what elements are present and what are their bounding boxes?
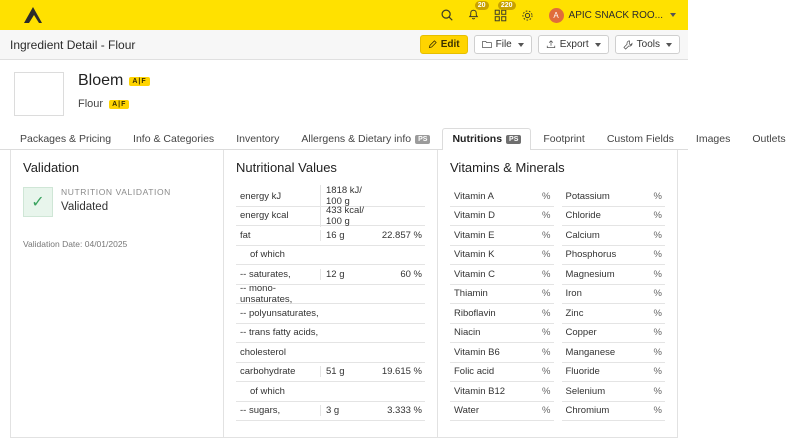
grid-badge: 220 bbox=[498, 1, 516, 10]
table-row[interactable] bbox=[236, 324, 425, 344]
row-label: Riboflavin bbox=[454, 307, 496, 319]
row-unit: % bbox=[542, 229, 551, 241]
row-label: Vitamin B6 bbox=[454, 346, 500, 358]
row-label: Vitamin A bbox=[454, 190, 494, 202]
list-item[interactable] bbox=[562, 382, 666, 402]
avatar: A bbox=[549, 8, 564, 23]
list-item[interactable] bbox=[562, 343, 666, 363]
file-button[interactable] bbox=[474, 35, 532, 54]
edit-button[interactable] bbox=[420, 35, 468, 54]
table-row[interactable] bbox=[236, 265, 425, 285]
chevron-down-icon bbox=[595, 43, 601, 47]
app-logo-icon[interactable] bbox=[24, 7, 42, 23]
row-label: Water bbox=[454, 405, 479, 417]
product-name: Bloem bbox=[78, 72, 124, 89]
search-icon[interactable] bbox=[439, 7, 455, 23]
nutrition-title: Nutritional Values bbox=[236, 160, 337, 175]
gear-icon[interactable] bbox=[520, 7, 536, 23]
table-row[interactable] bbox=[236, 363, 425, 383]
list-item[interactable] bbox=[562, 363, 666, 383]
vitamins-column-left bbox=[450, 187, 554, 421]
row-percent: 19.615 % bbox=[381, 366, 422, 378]
row-label: -- trans fatty acids, bbox=[240, 327, 319, 339]
list-item[interactable] bbox=[450, 304, 554, 324]
row-unit: % bbox=[653, 385, 662, 397]
row-label: Calcium bbox=[565, 229, 600, 241]
row-unit: % bbox=[653, 366, 662, 378]
row-unit: % bbox=[542, 210, 551, 222]
validation-date: Validation Date: 04/01/2025 bbox=[23, 239, 128, 249]
row-unit: % bbox=[542, 327, 551, 339]
list-item[interactable] bbox=[450, 207, 554, 227]
tools-button-label: Tools bbox=[636, 39, 660, 50]
row-unit: % bbox=[653, 327, 662, 339]
row-unit: % bbox=[542, 405, 551, 417]
chevron-down-icon bbox=[670, 13, 676, 17]
row-label: Potassium bbox=[565, 190, 610, 202]
table-row bbox=[236, 382, 425, 402]
table-row[interactable] bbox=[236, 282, 425, 305]
row-label: energy kJ bbox=[240, 190, 282, 202]
list-item[interactable] bbox=[450, 343, 554, 363]
row-label: -- mono-unsaturates, bbox=[240, 282, 293, 305]
list-item[interactable] bbox=[450, 226, 554, 246]
row-unit: % bbox=[542, 268, 551, 280]
tab-nutritions[interactable] bbox=[442, 128, 531, 150]
list-item[interactable] bbox=[562, 304, 666, 324]
page-title: Ingredient Detail - Flour bbox=[10, 37, 136, 52]
product-name-flag: A|F bbox=[129, 77, 149, 86]
row-label: Folic acid bbox=[454, 366, 495, 378]
row-unit: % bbox=[542, 288, 551, 300]
row-unit: % bbox=[542, 366, 551, 378]
row-unit: % bbox=[653, 210, 662, 222]
row-label: Phosphorus bbox=[565, 249, 617, 261]
row-label: Chromium bbox=[565, 405, 610, 417]
top-bar bbox=[0, 0, 688, 30]
tab-label: Info & Categories bbox=[133, 133, 215, 145]
row-label: Copper bbox=[565, 327, 597, 339]
list-item[interactable] bbox=[450, 402, 554, 422]
table-row[interactable] bbox=[236, 343, 425, 363]
header-actions bbox=[420, 35, 680, 54]
grid-icon[interactable] bbox=[493, 2, 513, 23]
tab-packages-pricing[interactable] bbox=[10, 128, 121, 150]
vitamins-column-right bbox=[562, 187, 666, 421]
tab-badge: PS bbox=[506, 135, 521, 144]
row-label: Vitamin D bbox=[454, 210, 496, 222]
validation-status bbox=[23, 187, 211, 217]
tab-images[interactable] bbox=[686, 128, 740, 150]
row-label: carbohydrate bbox=[240, 366, 296, 378]
row-label: Vitamin C bbox=[454, 268, 496, 280]
list-item[interactable] bbox=[562, 207, 666, 227]
row-label: fat bbox=[240, 229, 251, 241]
list-item[interactable] bbox=[450, 265, 554, 285]
tab-label: Inventory bbox=[236, 133, 280, 145]
row-label: Niacin bbox=[454, 327, 481, 339]
tab-label: Allergens & Dietary info bbox=[301, 133, 412, 145]
row-unit: % bbox=[542, 249, 551, 261]
tab-footprint[interactable] bbox=[533, 128, 594, 150]
nutritional-values-panel bbox=[224, 150, 438, 438]
pencil-icon bbox=[428, 40, 437, 49]
tab-label: Footprint bbox=[543, 133, 585, 145]
list-item[interactable] bbox=[562, 402, 666, 422]
user-menu[interactable] bbox=[549, 8, 676, 23]
vitamins-title: Vitamins & Minerals bbox=[450, 160, 565, 175]
row-value[interactable]: 12 g bbox=[320, 269, 379, 280]
row-label: -- sugars, bbox=[240, 405, 281, 417]
row-percent: 60 % bbox=[400, 268, 422, 280]
top-bar-right-group bbox=[439, 2, 680, 23]
row-label: cholesterol bbox=[240, 346, 286, 358]
check-icon: ✓ bbox=[23, 187, 53, 217]
row-unit: % bbox=[653, 405, 662, 417]
row-unit: % bbox=[542, 307, 551, 319]
tab-label: Custom Fields bbox=[606, 133, 674, 145]
row-label: of which bbox=[250, 385, 285, 397]
row-unit: % bbox=[542, 385, 551, 397]
tab-custom-fields[interactable] bbox=[597, 128, 684, 150]
table-row bbox=[236, 246, 425, 266]
bell-icon[interactable] bbox=[466, 2, 486, 23]
list-item[interactable] bbox=[450, 187, 554, 207]
table-row[interactable] bbox=[236, 226, 425, 246]
list-item[interactable] bbox=[562, 187, 666, 207]
row-unit: % bbox=[653, 249, 662, 261]
row-value[interactable]: 433 kcal/ 100 g bbox=[320, 205, 379, 227]
row-label: Chloride bbox=[565, 210, 601, 222]
table-row[interactable] bbox=[236, 204, 425, 227]
row-unit: % bbox=[653, 346, 662, 358]
export-button-label: Export bbox=[559, 39, 589, 50]
row-label: -- polyunsaturates, bbox=[240, 307, 319, 319]
product-summary bbox=[0, 60, 688, 122]
row-label: Thiamin bbox=[454, 288, 488, 300]
chevron-down-icon bbox=[518, 43, 524, 47]
validation-state: Validated bbox=[61, 201, 109, 213]
product-text bbox=[78, 72, 150, 116]
list-item[interactable] bbox=[450, 324, 554, 344]
user-name: APIC SNACK ROO... bbox=[568, 9, 663, 21]
row-label: Vitamin B12 bbox=[454, 385, 506, 397]
tab-bar bbox=[0, 128, 786, 150]
vitamins-columns bbox=[450, 187, 665, 421]
row-label: Zinc bbox=[565, 307, 584, 319]
list-item[interactable] bbox=[562, 265, 666, 285]
nutrition-table bbox=[236, 187, 425, 421]
folder-icon bbox=[482, 40, 492, 49]
validation-title: Validation bbox=[23, 160, 80, 175]
tab-content bbox=[0, 150, 688, 438]
row-label: Magnesium bbox=[565, 268, 615, 280]
tab-info-categories[interactable] bbox=[123, 128, 224, 150]
row-label: -- saturates, bbox=[240, 268, 291, 280]
chevron-down-icon bbox=[666, 43, 672, 47]
validation-label: NUTRITION VALIDATION bbox=[61, 187, 171, 197]
row-unit: % bbox=[653, 288, 662, 300]
tab-label: Outlets bbox=[752, 133, 786, 145]
tab-label: Packages & Pricing bbox=[20, 133, 112, 145]
tab-label: Nutritions bbox=[452, 133, 503, 145]
page-header bbox=[0, 30, 688, 60]
vitamins-minerals-panel bbox=[438, 150, 678, 438]
row-unit: % bbox=[542, 346, 551, 358]
row-label: Iron bbox=[565, 288, 582, 300]
row-unit: % bbox=[653, 268, 662, 280]
tab-allergens-dietary-info[interactable] bbox=[291, 128, 440, 150]
tab-outlets[interactable] bbox=[742, 128, 795, 150]
edit-button-label: Edit bbox=[440, 39, 460, 50]
table-row[interactable] bbox=[236, 402, 425, 422]
tools-button[interactable] bbox=[615, 35, 680, 54]
validation-panel bbox=[10, 150, 224, 438]
wrench-icon bbox=[623, 40, 633, 50]
tab-badge: PS bbox=[415, 135, 430, 144]
list-item[interactable] bbox=[450, 285, 554, 305]
row-label: energy kcal bbox=[240, 210, 289, 222]
row-label: Fluoride bbox=[565, 366, 600, 378]
file-button-label: File bbox=[495, 39, 512, 50]
list-item[interactable] bbox=[562, 285, 666, 305]
list-item[interactable] bbox=[450, 382, 554, 402]
product-subname: Flour bbox=[78, 98, 104, 110]
row-value[interactable]: 1818 kJ/ 100 g bbox=[320, 185, 379, 207]
bell-badge: 20 bbox=[475, 1, 489, 10]
row-unit: % bbox=[653, 229, 662, 241]
table-row[interactable] bbox=[236, 187, 425, 207]
row-label: Manganese bbox=[565, 346, 616, 358]
row-label: of which bbox=[250, 249, 285, 261]
row-percent: 3.333 % bbox=[387, 405, 422, 417]
export-button[interactable] bbox=[538, 35, 609, 54]
list-item[interactable] bbox=[450, 246, 554, 266]
product-subname-flag: A|F bbox=[109, 100, 129, 109]
row-value[interactable]: 16 g bbox=[320, 230, 379, 241]
row-label: Vitamin E bbox=[454, 229, 495, 241]
tab-inventory[interactable] bbox=[226, 128, 289, 150]
product-name-row bbox=[78, 72, 150, 90]
export-icon bbox=[546, 40, 556, 49]
table-row[interactable] bbox=[236, 304, 425, 324]
row-percent: 22.857 % bbox=[381, 229, 422, 241]
row-unit: % bbox=[653, 307, 662, 319]
row-unit: % bbox=[542, 190, 551, 202]
list-item[interactable] bbox=[450, 363, 554, 383]
list-item[interactable] bbox=[562, 226, 666, 246]
list-item[interactable] bbox=[562, 324, 666, 344]
row-value[interactable]: 3 g bbox=[320, 405, 379, 416]
product-subname-row bbox=[78, 98, 150, 110]
row-unit: % bbox=[653, 190, 662, 202]
tab-label: Images bbox=[695, 133, 731, 145]
list-item[interactable] bbox=[562, 246, 666, 266]
product-thumbnail[interactable] bbox=[14, 72, 64, 116]
row-label: Vitamin K bbox=[454, 249, 495, 261]
row-label: Selenium bbox=[565, 385, 606, 397]
row-value[interactable]: 51 g bbox=[320, 366, 379, 377]
